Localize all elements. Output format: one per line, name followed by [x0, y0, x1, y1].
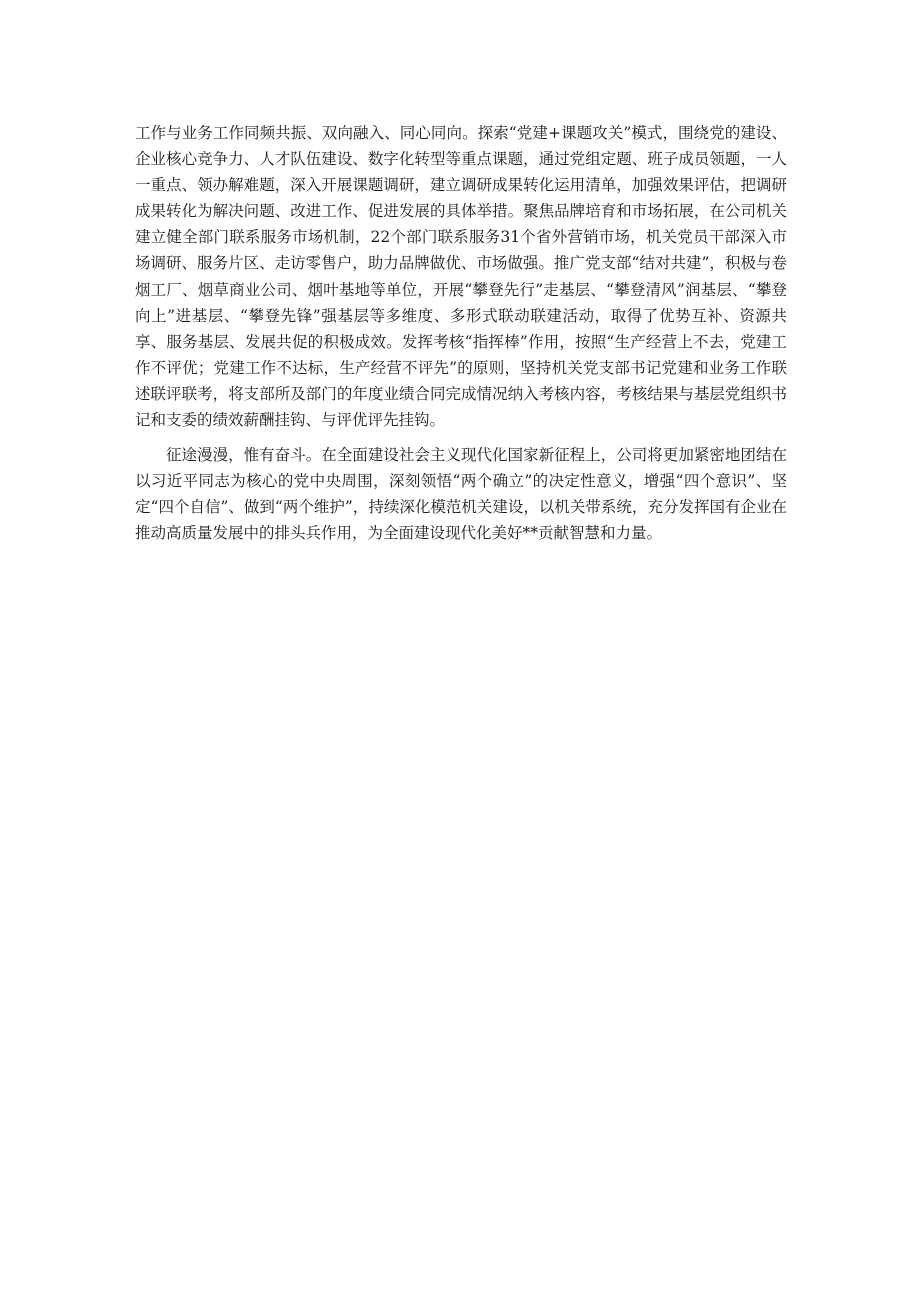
paragraph-conclusion: 征途漫漫，惟有奋斗。在全面建设社会主义现代化国家新征程上，公司将更加紧密地团结在以习近平同志为核心的党中央周围，深刻领悟“两个确立”的决定性意义，增强“四个意识”、坚定“四个自信”、做到“两个维护”，持续深化模范机关建设，以机关带系统，充分发挥国有企业在推动高质量发展中的排头兵作用，为全面建设现代化美好**贡献智慧和力量。 — [135, 446, 787, 543]
document-body — [135, 120, 787, 547]
paragraph-continuation: 工作与业务工作同频共振、双向融入、同心同向。探索“党建+课题攻关”模式，围绕党的建设、企业核心竞争力、人才队伍建设、数字化转型等重点课题，通过党组定题、班子成员领题，一人一重点、领办解难题，深入开展课题调研，建立调研成果转化运用清单，加强效果评估，把调研成果转化为解决问题、改进工作、促进发展的具体举措。聚焦品牌培育和市场拓展，在公司机关建立健全部门联系服务市场机制，22个部门联系服务31个省外营销市场，机关党员干部深入市场调研、服务片区、走访零售户，助力品牌做优、市场做强。推广党支部“结对共建”，积极与卷烟工厂、烟草商业公司、烟叶基地等单位，开展“攀登先行”走基层、“攀登清风”润基层、“攀登向上”进基层、“攀登先锋”强基层等多维度、多形式联动联建活动，取得了优势互补、资源共享、服务基层、发展共促的积极成效。发挥考核“指挥棒”作用，按照“生产经营上不去，党建工作不评优；党建工作不达标，生产经营不评先”的原则，坚持机关党支部书记党建和业务工作联述联评联考，将支部所及部门的年度业绩合同完成情况纳入考核内容，考核结果与基层党组织书记和支委的绩效薪酬挂钩、与评优评先挂钩。 — [135, 124, 787, 430]
